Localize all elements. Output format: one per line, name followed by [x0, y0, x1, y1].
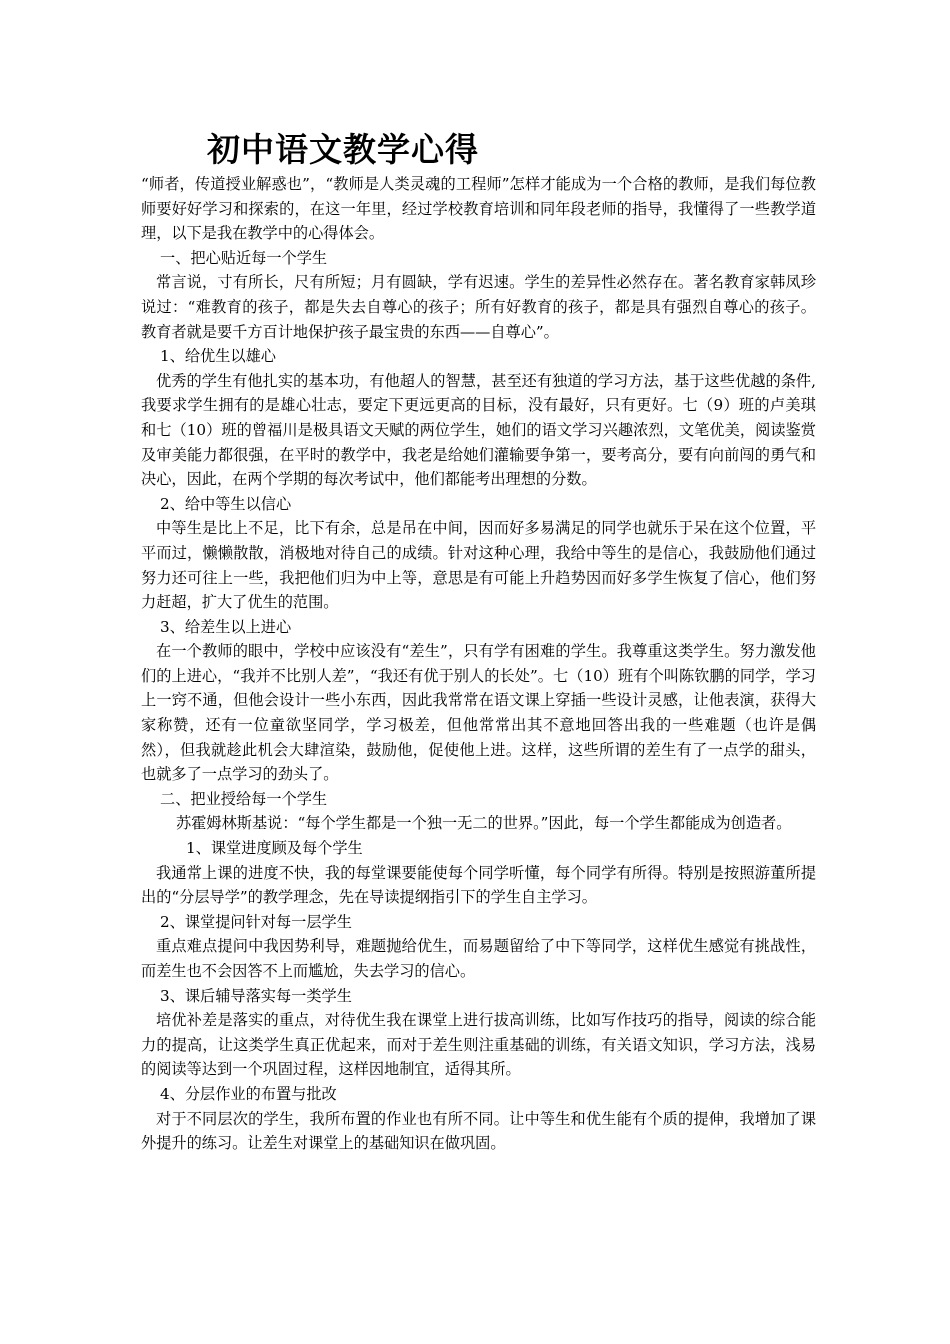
body-paragraph: 在一个教师的眼中，学校中应该没有“差生”，只有学有困难的学生。我尊重这类学生。努力激发他们的上进心，“我并不比别人差”，“我还有优于别人的长处”。七（10）班有个叫陈钦鹏的同学，学习上一窍不通，但他会设计一些小东西，因此我常常在语文课上穿插一些设计灵感，让他表演，获得大家称赞，还有一位童欲坚同学，学习极差，但他常常出其不意地回答出我的一些难题（也许是偶然），但我就趁此机会大肆渲染，鼓励他，促使他上进。这样，这些所谓的差生有了一点学的甜头，也就多了一点学习的劲头了。	[141, 642, 816, 784]
document-body	[141, 172, 816, 1156]
body-paragraph: 培优补差是落实的重点，对待优生我在课堂上进行拔高训练，比如写作技巧的指导，阅读的综合能力的提高，让这类学生真正优起来，而对于差生则注重基础的训练，有关语文知识，学习方法，浅易的阅读等达到一个巩固过程，这样因地制宜，适得其所。	[141, 1011, 816, 1079]
document-title: 初中语文教学心得	[207, 130, 479, 169]
section-heading: 二、把业授给每一个学生	[160, 789, 328, 808]
section-heading: 3、给差生以上进心	[160, 617, 292, 636]
body-paragraph: 优秀的学生有他扎实的基本功，有他超人的智慧，甚至还有独道的学习方法，基于这些优越的条件,我要求学生拥有的是雄心壮志，要定下更远更高的目标，没有最好，只有更好。七（9）班的卢美琪和七（10）班的曾福川是极具语文天赋的两位学生，她们的语文学习兴趣浓烈，文笔优美，阅读鉴赏及审美能力都很强，在平时的教学中，我老是给她们灌输要争第一，要考高分，要有向前闯的勇气和决心，因此，在两个学期的每次考试中，他们都能考出理想的分数。	[141, 371, 816, 489]
body-paragraph: 中等生是比上不足，比下有余，总是吊在中间，因而好多易满足的同学也就乐于呆在这个位置，平平而过，懒懒散散，消极地对待自己的成绩。针对这种心理，我给中等生的是信心，我鼓励他们通过努力还可往上一些，我把他们归为中上等，意思是有可能上升趋势因而好多学生恢复了信心，他们努力赶超，扩大了优生的范围。	[141, 519, 816, 612]
document-page	[141, 128, 816, 1156]
section-heading: 4、分层作业的布置与批改	[160, 1084, 337, 1103]
body-paragraph: 对于不同层次的学生，我所布置的作业也有所不同。让中等生和优生能有个质的提伸，我增加了课外提升的练习。让差生对课堂上的基础知识在做巩固。	[141, 1109, 816, 1153]
body-paragraph: 常言说，寸有所长，尺有所短；月有圆缺，学有迟速。学生的差异性必然存在。著名教育家韩凤珍说过：“难教育的孩子，都是失去自尊心的孩子；所有好教育的孩子，都是具有强烈自尊心的孩子。教育者就是要千方百计地保护孩子最宝贵的东西——自尊心”。	[141, 273, 816, 341]
section-heading: 3、课后辅导落实每一类学生	[160, 986, 352, 1005]
section-heading: 2、给中等生以信心	[160, 494, 292, 513]
section-heading: 2、课堂提问针对每一层学生	[160, 912, 352, 931]
section-heading: 1、给优生以雄心	[160, 347, 276, 366]
section-heading: 一、把心贴近每一个学生	[160, 248, 328, 267]
body-paragraph: 我通常上课的进度不快，我的每堂课要能使每个同学听懂，每个同学有所得。特别是按照游董所提出的“分层导学”的教学理念，先在导读提纲指引下的学生自主学习。	[141, 863, 816, 907]
section-heading: 1、课堂进度顾及每个学生	[186, 839, 363, 858]
body-paragraph: 重点难点提问中我因势利导，难题抛给优生，而易题留给了中下等同学，这样优生感觉有挑战性，而差生也不会因答不上而尴尬，失去学习的信心。	[141, 937, 816, 980]
body-paragraph: “师者，传道授业解惑也”，“教师是人类灵魂的工程师”怎样才能成为一个合格的教师，是我们每位教师要好好学习和探索的，在这一年里，经过学校教育培训和同年段老师的指导，我懂得了一些教学道理，以下是我在教学中的心得体会。	[141, 175, 816, 243]
body-paragraph: 苏霍姆林斯基说：“每个学生都是一个独一无二的世界。”因此，每一个学生都能成为创造者。	[176, 814, 792, 833]
